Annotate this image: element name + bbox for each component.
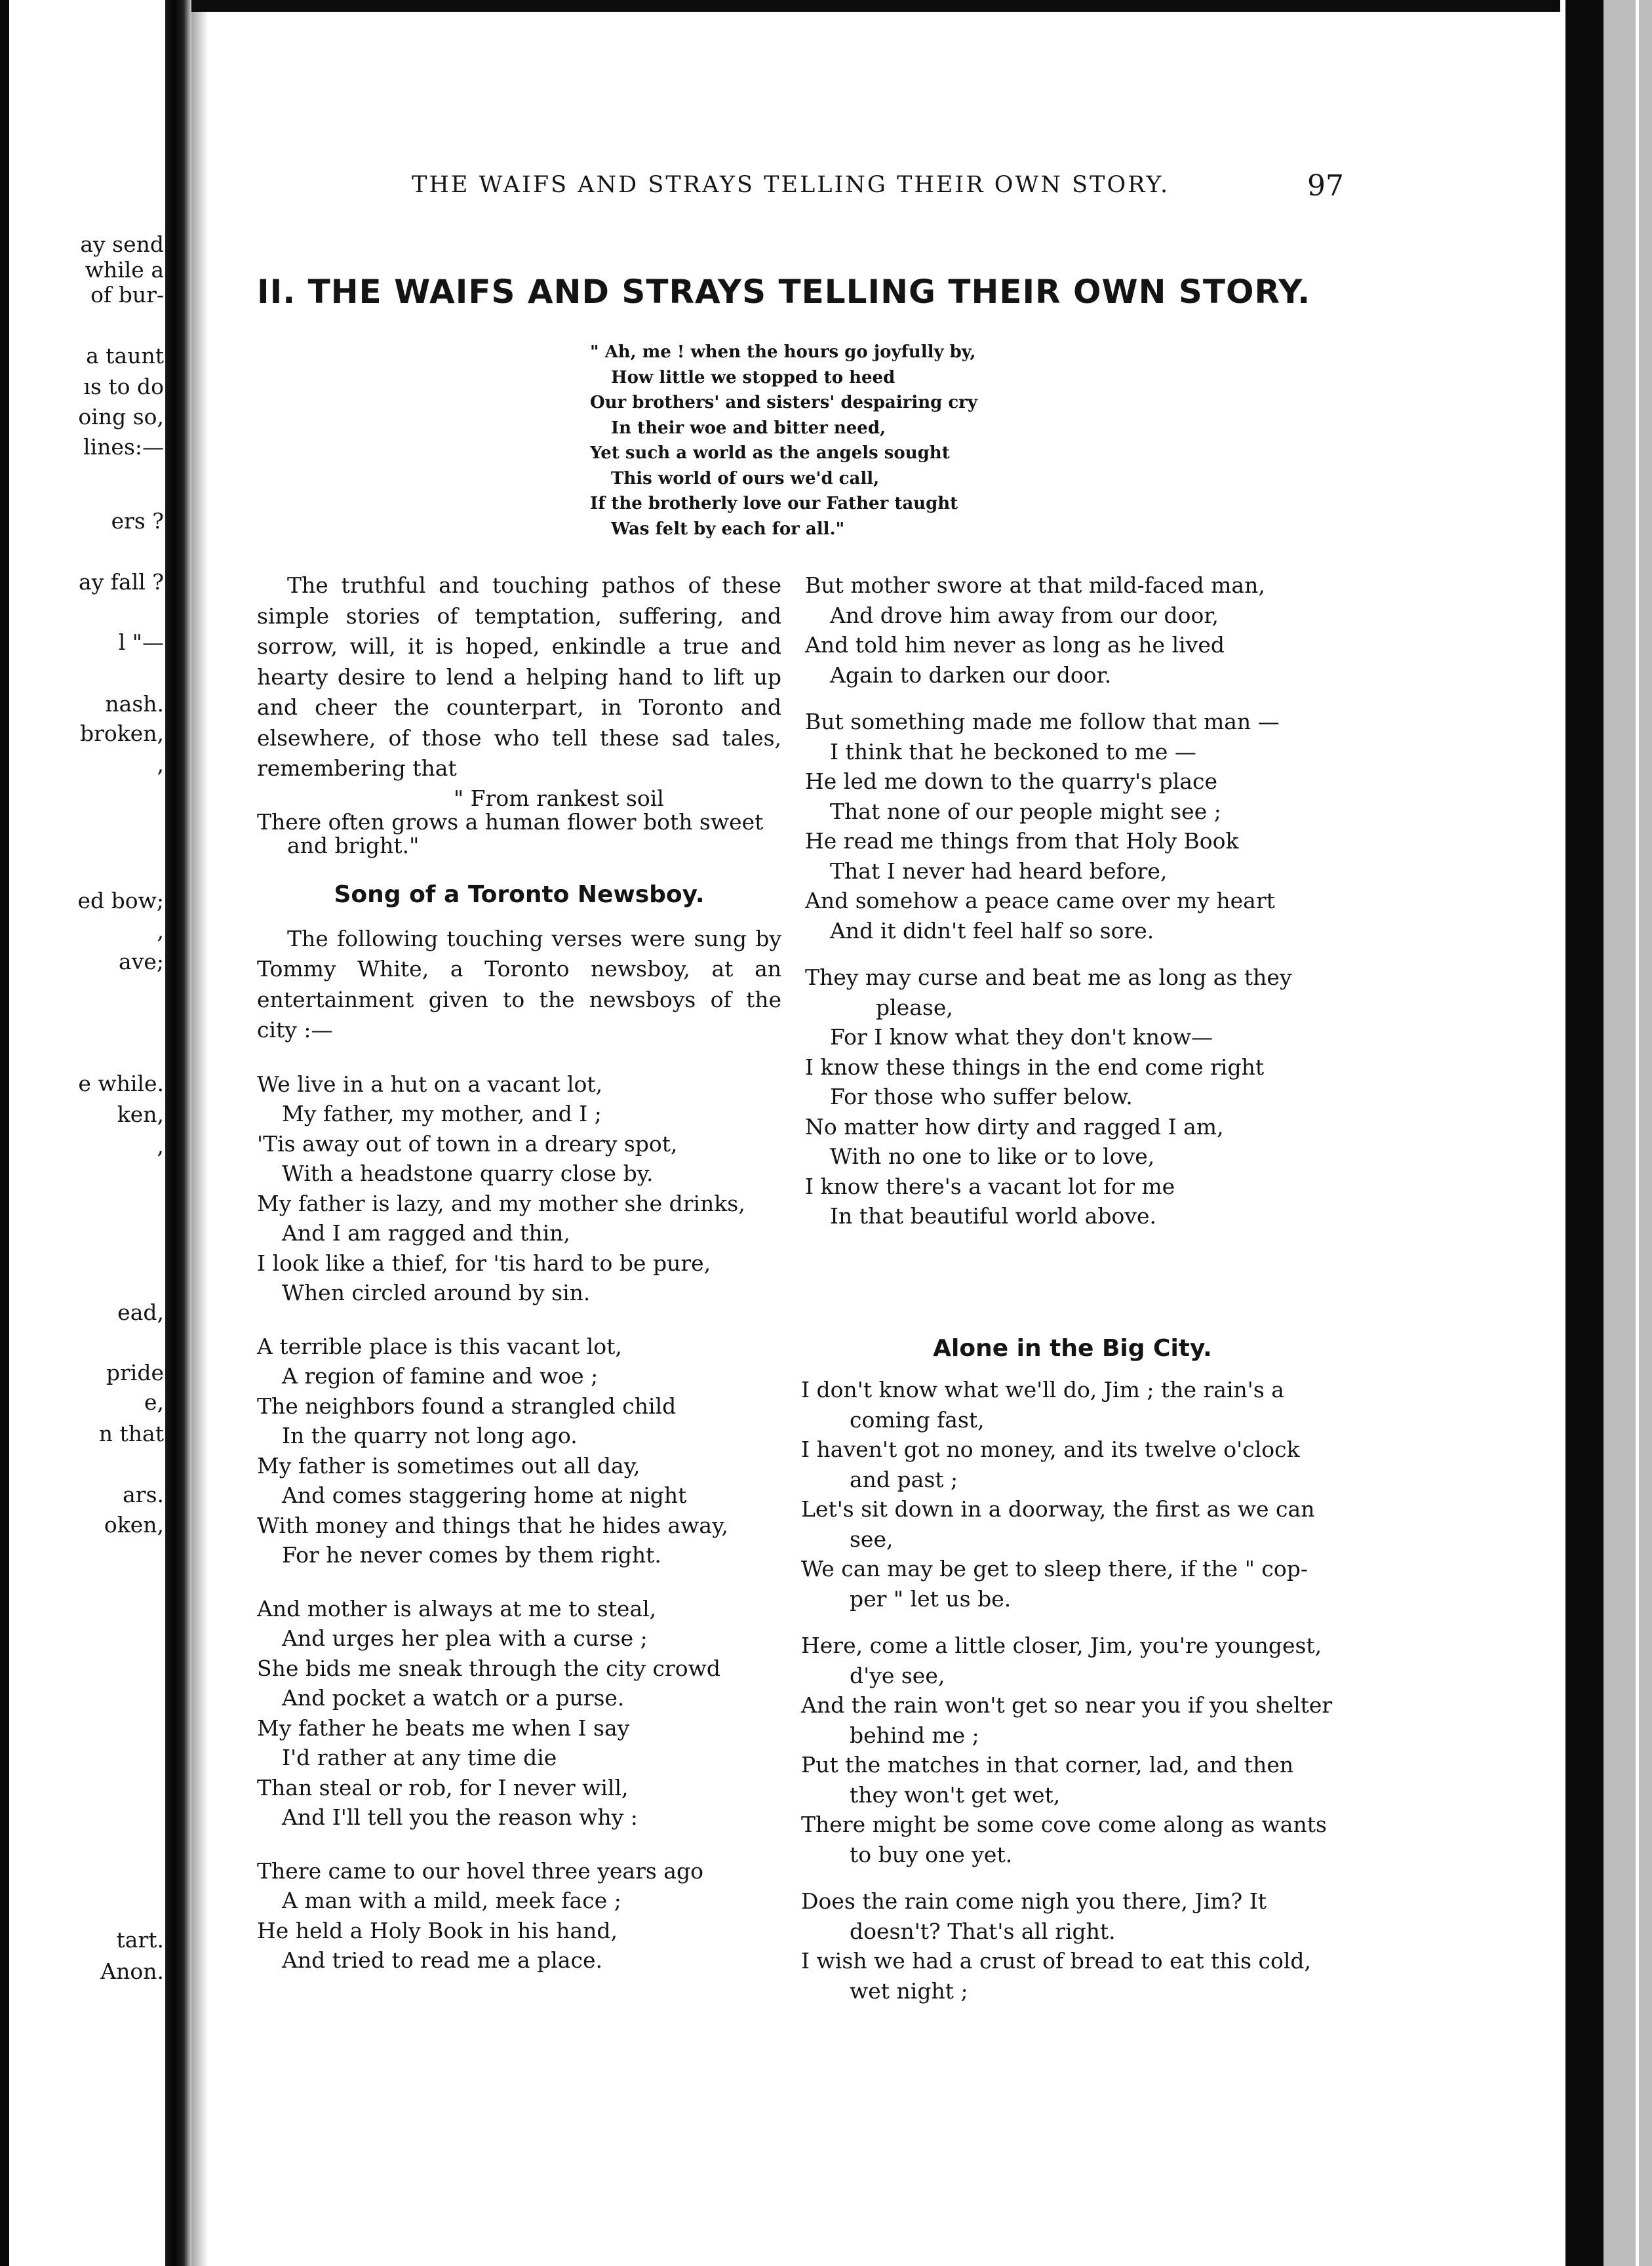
section-title: II. THE WAIFS AND STRAYS TELLING THEIR OWN STORY. — [257, 273, 1311, 311]
facing-page-fragment: , — [157, 751, 164, 777]
facing-page-fragment: ay send — [80, 231, 164, 257]
epigraph-line: Yet such a world as the angels sought — [590, 443, 950, 463]
verse-line: That none of our people might see ; — [830, 798, 1221, 824]
verse — [257, 1069, 781, 1308]
scan-sliver — [1636, 0, 1639, 2266]
verse-line: There might be some cove come along as wants — [801, 1812, 1327, 1837]
verse — [801, 1886, 1344, 2006]
verse-line: My father is sometimes out all day, — [257, 1452, 640, 1479]
facing-page-fragment: e, — [144, 1389, 164, 1415]
epigraph-line: This world of ours we'd call, — [611, 468, 880, 488]
gutter-shadow — [191, 0, 208, 2266]
verse-line: The neighbors found a strangled child — [257, 1393, 677, 1419]
verse-line: With a headstone quarry close by. — [282, 1161, 654, 1186]
verse-line: I know these things in the end come right — [805, 1054, 1265, 1080]
verse-line: And mother is always at me to steal, — [257, 1595, 657, 1621]
verse-line: Than steal or rob, for I never will, — [257, 1774, 629, 1800]
verse-line: And pocket a watch or a purse. — [282, 1685, 625, 1711]
alone-title: Alone in the Big City. — [933, 1335, 1212, 1362]
verse-line: But something made me follow that man — — [805, 709, 1280, 734]
facing-page-fragment: tart. — [116, 1927, 164, 1953]
verse-line: I don't know what we'll do, Jim ; the rain's a — [801, 1377, 1284, 1402]
epigraph — [590, 340, 977, 542]
facing-page-fragment: ken, — [117, 1102, 164, 1127]
verse-line: Put the matches in that corner, lad, and then — [801, 1752, 1294, 1778]
verse-line: He led me down to the quarry's place — [805, 768, 1218, 794]
alone-verses — [801, 1375, 1344, 2006]
verse — [257, 1594, 781, 1833]
verse — [801, 1631, 1344, 1869]
verse-line: wet night ; — [850, 1978, 968, 2004]
verse-line: please, — [876, 994, 953, 1020]
facing-page-fragment: pride — [106, 1360, 164, 1385]
scan-edge-left — [0, 0, 9, 2266]
quote-line: There often grows a human flower both sweet — [257, 808, 764, 835]
facing-page-fragment: Anon. — [100, 1958, 164, 1984]
verse-line: With money and things that he hides away, — [257, 1512, 728, 1538]
verse-line: d'ye see, — [850, 1662, 945, 1688]
verse-line: I think that he beckoned to me — — [830, 738, 1196, 765]
verse-line: She bids me sneak through the city crowd — [257, 1655, 721, 1681]
epigraph-line: If the brotherly love our Father taught — [590, 494, 958, 513]
song-verses-left — [257, 1069, 781, 1976]
verse-line: I wish we had a crust of bread to eat this cold, — [801, 1948, 1312, 1974]
facing-page-fragment: n that — [98, 1421, 164, 1446]
intro-paragraph — [257, 570, 781, 784]
song-title: Song of a Toronto Newsboy. — [334, 881, 705, 908]
facing-page-fragment: , — [157, 1133, 164, 1159]
facing-page-fragment: ave; — [119, 949, 164, 974]
epigraph-line: How little we stopped to heed — [611, 367, 895, 388]
verse-line: And urges her plea with a curse ; — [282, 1625, 648, 1651]
verse-line: And told him never as long as he lived — [805, 632, 1225, 658]
verse-line: He read me things from that Holy Book — [805, 828, 1239, 854]
verse — [805, 963, 1343, 1231]
verse-line: But mother swore at that mild-faced man, — [805, 572, 1265, 598]
facing-page-fragment: ars. — [123, 1482, 164, 1507]
verse-line: I look like a thief, for 'tis hard to be pure, — [257, 1250, 711, 1276]
verse-line: per " let us be. — [850, 1585, 1012, 1612]
verse-line: And tried to read me a place. — [282, 1947, 602, 1973]
facing-page-fragment: ay fall ? — [79, 569, 164, 595]
verse-line: We live in a hut on a vacant lot, — [257, 1071, 603, 1097]
verse-line: doesn't? That's all right. — [850, 1918, 1116, 1944]
quote-line: and bright." — [287, 832, 420, 858]
verse-line: That I never had heard before, — [830, 858, 1168, 884]
verse-line: to buy one yet. — [850, 1841, 1013, 1867]
epigraph-line: Was felt by each for all." — [611, 519, 845, 539]
quote-line: " From rankest soil — [454, 785, 664, 811]
verse-line: behind me ; — [850, 1722, 979, 1748]
verse-line: A terrible place is this vacant lot, — [257, 1333, 622, 1359]
verse-line: And the rain won't get so near you if you shelter — [801, 1692, 1333, 1718]
facing-page-fragment: oken, — [104, 1512, 164, 1538]
verse-line: When circled around by sin. — [282, 1280, 591, 1305]
verse-line: And comes staggering home at night — [282, 1482, 687, 1508]
page-number: 97 — [1307, 169, 1344, 203]
facing-page-fragment: a taunt — [86, 343, 164, 368]
facing-page-fragment: while a — [85, 257, 164, 283]
facing-page-fragment: broken, — [79, 721, 164, 746]
verse-line: Again to darken our door. — [830, 662, 1112, 688]
alone-section — [801, 1335, 1344, 2023]
epigraph-line: Our brothers' and sisters' despairing cry — [590, 393, 977, 412]
right-column — [805, 570, 1343, 1248]
verse-line: They may curse and beat me as long as they — [805, 964, 1292, 990]
song-intro-text: The following touching verses were sung by Tommy White, a Toronto newsboy, at an entertainment given to the newsboys of the city :— — [257, 925, 781, 1043]
verse — [805, 570, 1343, 690]
verse-line: We can may be get to sleep there, if the " cop- — [801, 1556, 1308, 1581]
left-column — [257, 570, 781, 1976]
verse-line: In the quarry not long ago. — [282, 1423, 578, 1448]
song-intro — [257, 924, 781, 1046]
verse-line: 'Tis away out of town in a dreary spot, — [257, 1130, 678, 1157]
verse-line: My father he beats me when I say — [257, 1715, 630, 1741]
verse-line: coming fast, — [850, 1406, 985, 1433]
verse-line: A region of famine and woe ; — [282, 1363, 599, 1389]
running-title: THE WAIFS AND STRAYS TELLING THEIR OWN STORY. — [412, 172, 1170, 198]
facing-page-fragment: ıs to do — [83, 374, 164, 399]
verse-line: And I am ragged and thin, — [282, 1220, 570, 1246]
verse-line: And drove him away from our door, — [830, 602, 1219, 628]
verse-line: My father is lazy, and my mother she drinks, — [257, 1190, 745, 1216]
verse-line: I'd rather at any time die — [282, 1745, 557, 1770]
scan-edge-right — [1565, 0, 1603, 2266]
verse — [257, 1332, 781, 1570]
song-verses-right — [805, 570, 1343, 1231]
verse-line: Let's sit down in a doorway, the first as we can — [801, 1496, 1315, 1522]
verse-line: Does the rain come nigh you there, Jim? It — [801, 1888, 1267, 1914]
scan-edge-top — [191, 0, 1560, 12]
epigraph-line: In their woe and bitter need, — [611, 418, 886, 438]
facing-page-fragment: ers ? — [111, 508, 164, 534]
verse-line: My father, my mother, and I ; — [282, 1101, 602, 1126]
facing-page-fragment: lines:— — [83, 434, 164, 460]
verse-line: And I'll tell you the reason why : — [282, 1804, 638, 1830]
facing-page-fragment: l "— — [118, 629, 164, 655]
verse-line: they won't get wet, — [850, 1781, 1061, 1808]
verse — [801, 1375, 1344, 1614]
verse-line: For I know what they don't know— — [830, 1024, 1213, 1050]
verse-line: In that beautiful world above. — [830, 1203, 1157, 1229]
verse-line: With no one to like or to love, — [830, 1143, 1155, 1169]
intro-text: The truthful and touching pathos of these simple stories of temptation, suffering, and sorrow, will, it is hoped, enkindle a true and hearty desire to lend a helping hand to lift up and cheer the counterpart, in Toronto and elsewhere, of those who tell these sad tales, remembering that — [257, 572, 781, 781]
verse-line: A man with a mild, meek face ; — [282, 1888, 621, 1913]
scan-background-right — [1603, 0, 1652, 2266]
verse-line: I haven't got no money, and its twelve o'clock — [801, 1437, 1300, 1462]
verse-line: I know there's a vacant lot for me — [805, 1173, 1175, 1199]
book-gutter — [165, 0, 191, 2266]
epigraph-line: " Ah, me ! when the hours go joyfully by, — [590, 342, 976, 362]
verse-line: For those who suffer below. — [830, 1084, 1133, 1109]
verse-line: No matter how dirty and ragged I am, — [805, 1113, 1224, 1140]
verse-line: and past ; — [850, 1466, 958, 1492]
facing-page-fragment: e while. — [78, 1071, 164, 1096]
verse-line: He held a Holy Book in his hand, — [257, 1917, 618, 1943]
facing-page-fragment: nash. — [105, 691, 164, 717]
verse — [257, 1856, 781, 1976]
verse-line: And it didn't feel half so sore. — [830, 917, 1154, 944]
verse-line: For he never comes by them right. — [282, 1542, 661, 1568]
verse-line: There came to our hovel three years ago — [257, 1858, 703, 1884]
facing-page-fragment: , — [157, 918, 164, 944]
facing-page-fragment: ead, — [117, 1300, 164, 1325]
facing-page-fragment: of bur- — [90, 282, 164, 308]
facing-page-fragment: ed bow; — [77, 888, 164, 913]
verse-line: Here, come a little closer, Jim, you're youngest, — [801, 1633, 1322, 1658]
intro-quote — [257, 787, 781, 858]
verse — [805, 707, 1343, 945]
verse-line: And somehow a peace came over my heart — [805, 888, 1275, 913]
verse-line: see, — [850, 1526, 894, 1552]
facing-page-fragment: oing so, — [78, 404, 164, 429]
